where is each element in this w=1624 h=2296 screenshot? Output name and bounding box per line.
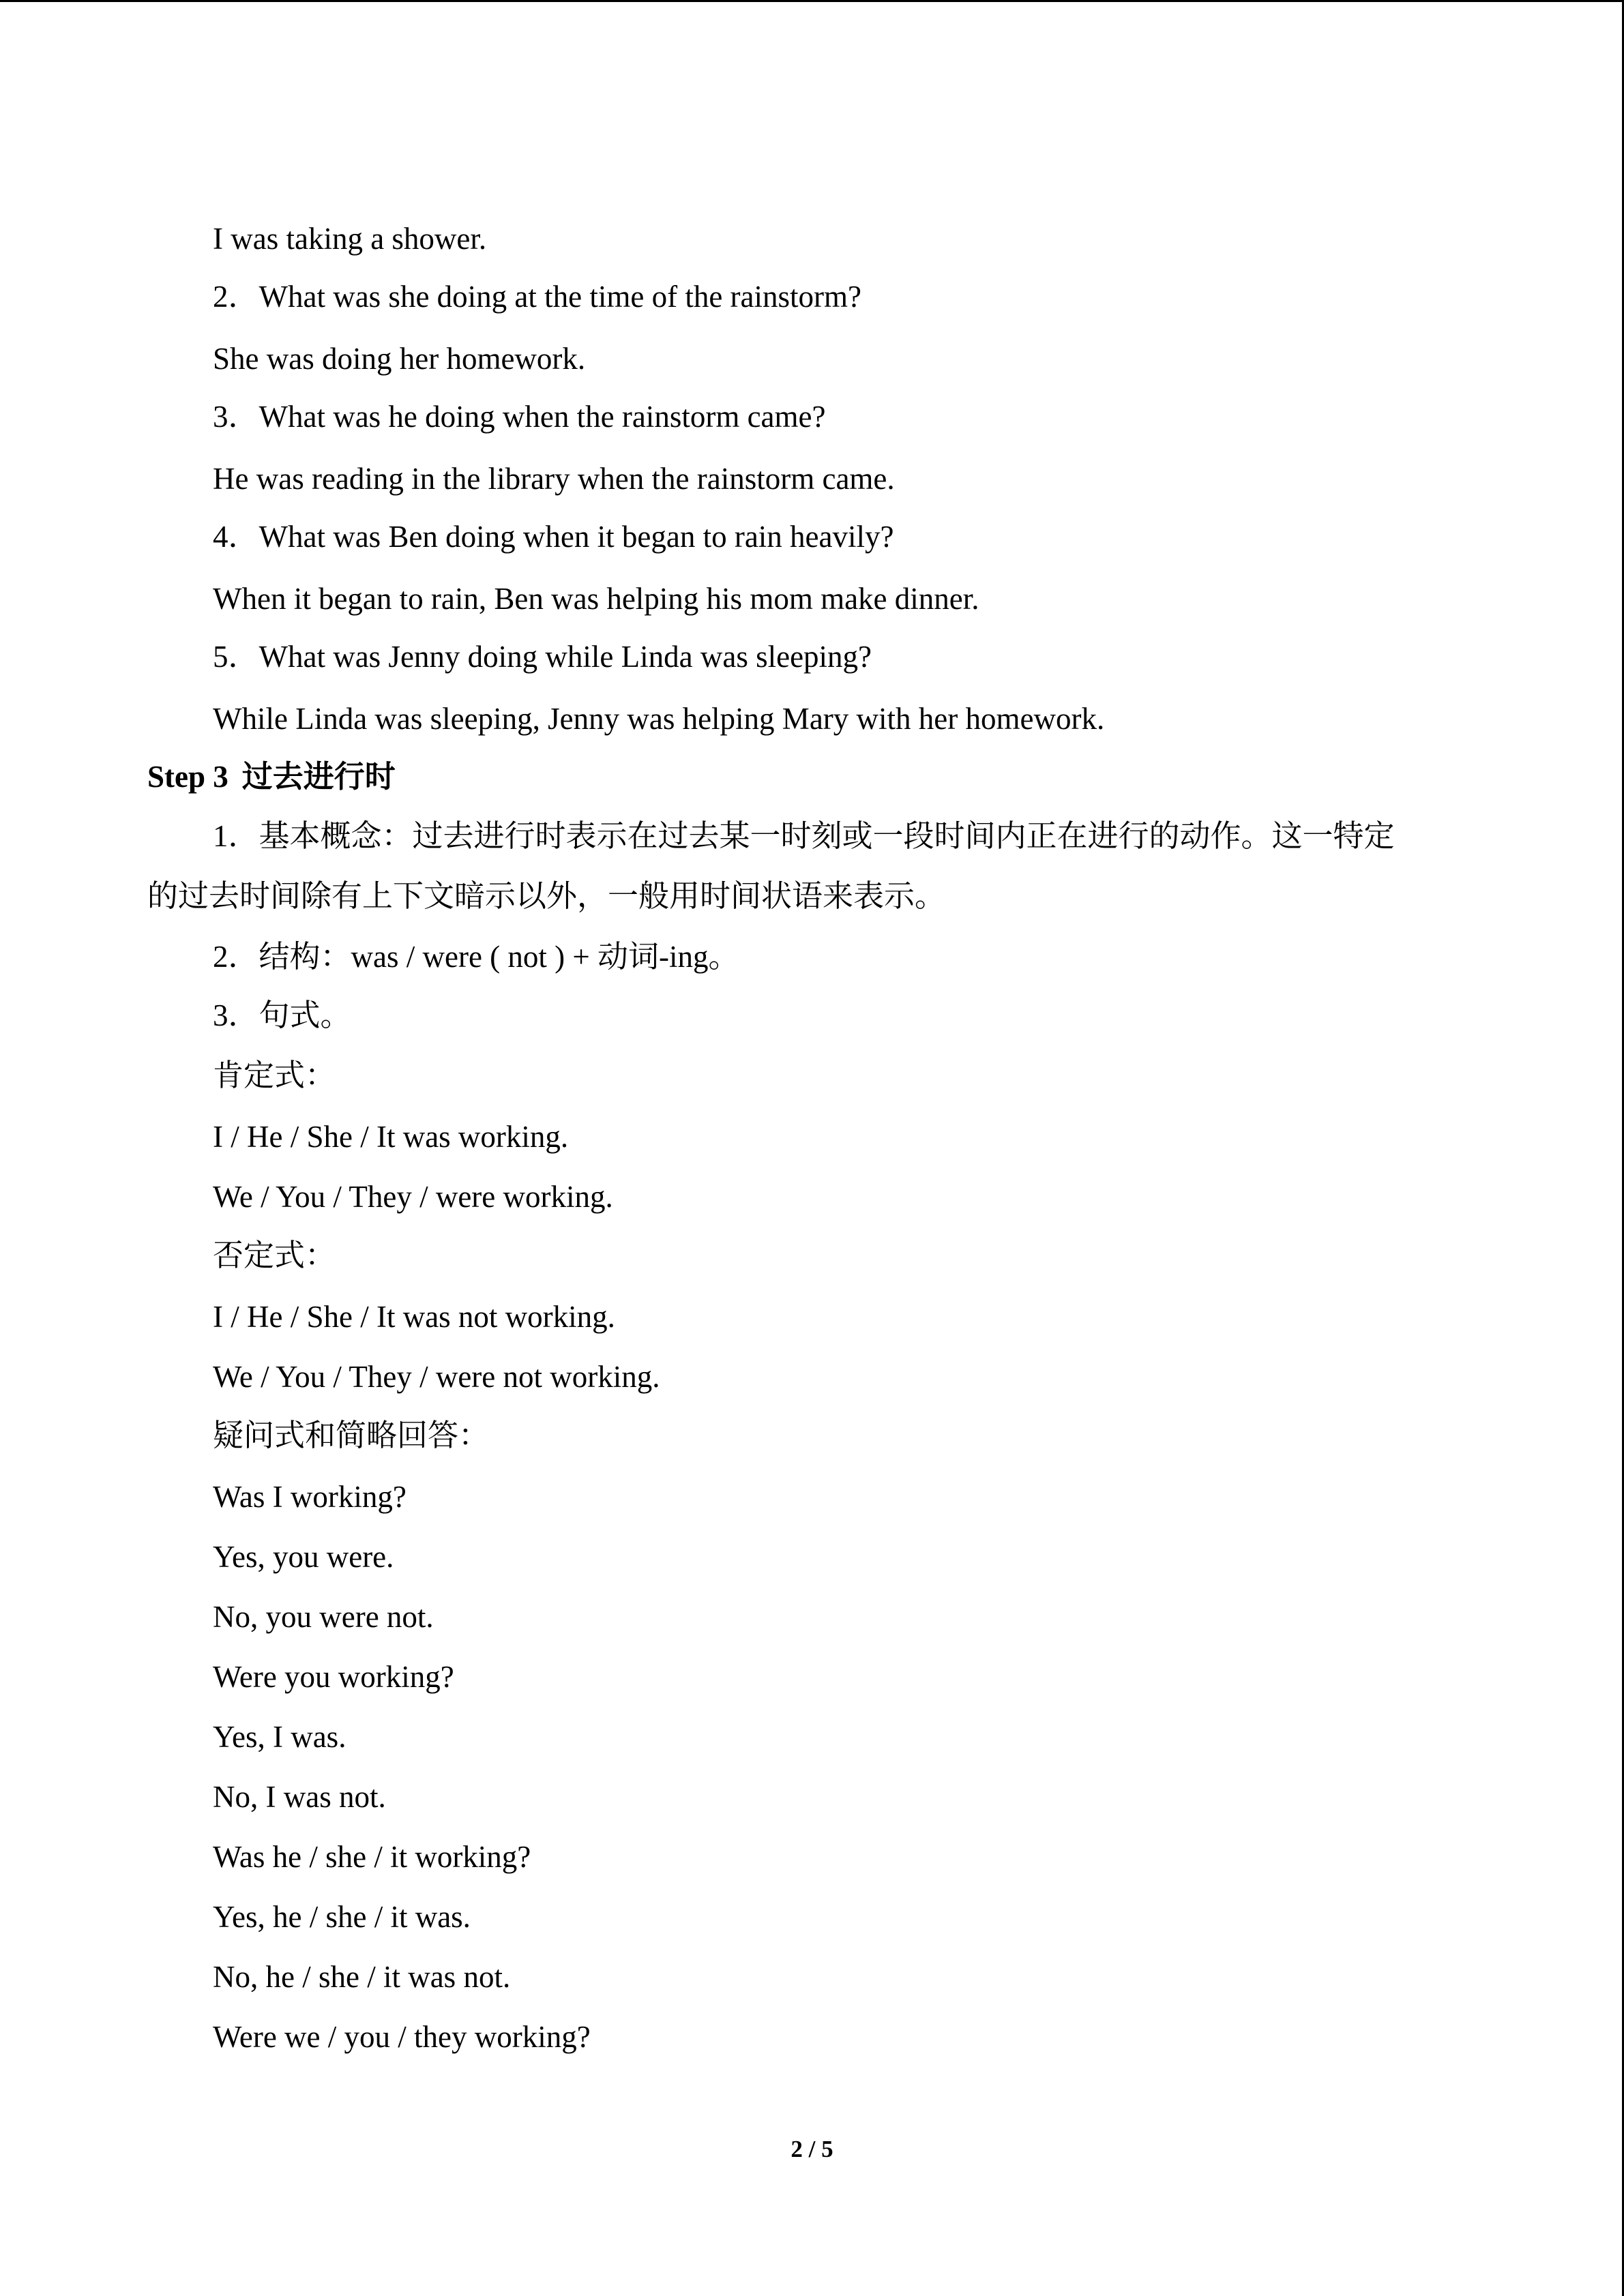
page-number: 2 / 5: [791, 2136, 833, 2162]
interrogative-example: Was he / she / it working?: [213, 1840, 531, 1874]
page-top-border: [0, 0, 1624, 2]
affirmative-example: I / He / She / It was working.: [213, 1120, 569, 1154]
interrogative-example: Yes, you were.: [213, 1540, 394, 1574]
answer-4: When it began to rain, Ben was helping his mom make dinner.: [213, 582, 979, 616]
interrogative-example: Was I working?: [213, 1480, 407, 1514]
affirmative-label: 肯定式：: [213, 1058, 336, 1092]
question-5: 5．What was Jenny doing while Linda was sleeping?: [213, 640, 872, 674]
negative-example: We / You / They / were not working.: [213, 1360, 660, 1394]
question-3: 3．What was he doing when the rainstorm came?: [213, 400, 826, 434]
interrogative-example: No, you were not.: [213, 1600, 434, 1634]
interrogative-example: Were we / you / they working?: [213, 2020, 591, 2054]
negative-label: 否定式：: [213, 1238, 336, 1272]
affirmative-example: We / You / They / were working.: [213, 1180, 613, 1214]
step3-heading: [147, 762, 396, 792]
sentence-patterns-line: 3．句式。: [213, 998, 351, 1032]
step3-title: 过去进行时: [241, 760, 396, 794]
interrogative-example: No, I was not.: [213, 1780, 386, 1814]
step3-label: Step 3: [147, 760, 228, 794]
negative-example: I / He / She / It was not working.: [213, 1300, 615, 1334]
interrogative-example: Yes, I was.: [213, 1720, 346, 1754]
interrogative-example: No, he / she / it was not.: [213, 1960, 511, 1994]
answer-2: She was doing her homework.: [213, 342, 586, 376]
concept-paragraph-line1: 1．基本概念：过去进行时表示在过去某一时刻或一段时间内正在进行的动作。这一特定: [213, 819, 1395, 853]
interrogative-example: Yes, he / she / it was.: [213, 1900, 471, 1934]
question-2: 2．What was she doing at the time of the rainstorm?: [213, 280, 861, 314]
answer-3: He was reading in the library when the rainstorm came.: [213, 462, 895, 496]
answer-5: While Linda was sleeping, Jenny was helping Mary with her homework.: [213, 702, 1105, 736]
question-4: 4．What was Ben doing when it began to rain heavily?: [213, 520, 894, 554]
interrogative-label: 疑问式和简略回答：: [213, 1418, 490, 1452]
answer-line: I was taking a shower.: [213, 222, 487, 256]
structure-line: 2．结构：was / were ( not ) + 动词-ing。: [213, 940, 739, 974]
interrogative-example: Were you working?: [213, 1660, 454, 1694]
concept-paragraph-line2: 的过去时间除有上下文暗示以外，一般用时间状语来表示。: [147, 879, 946, 913]
